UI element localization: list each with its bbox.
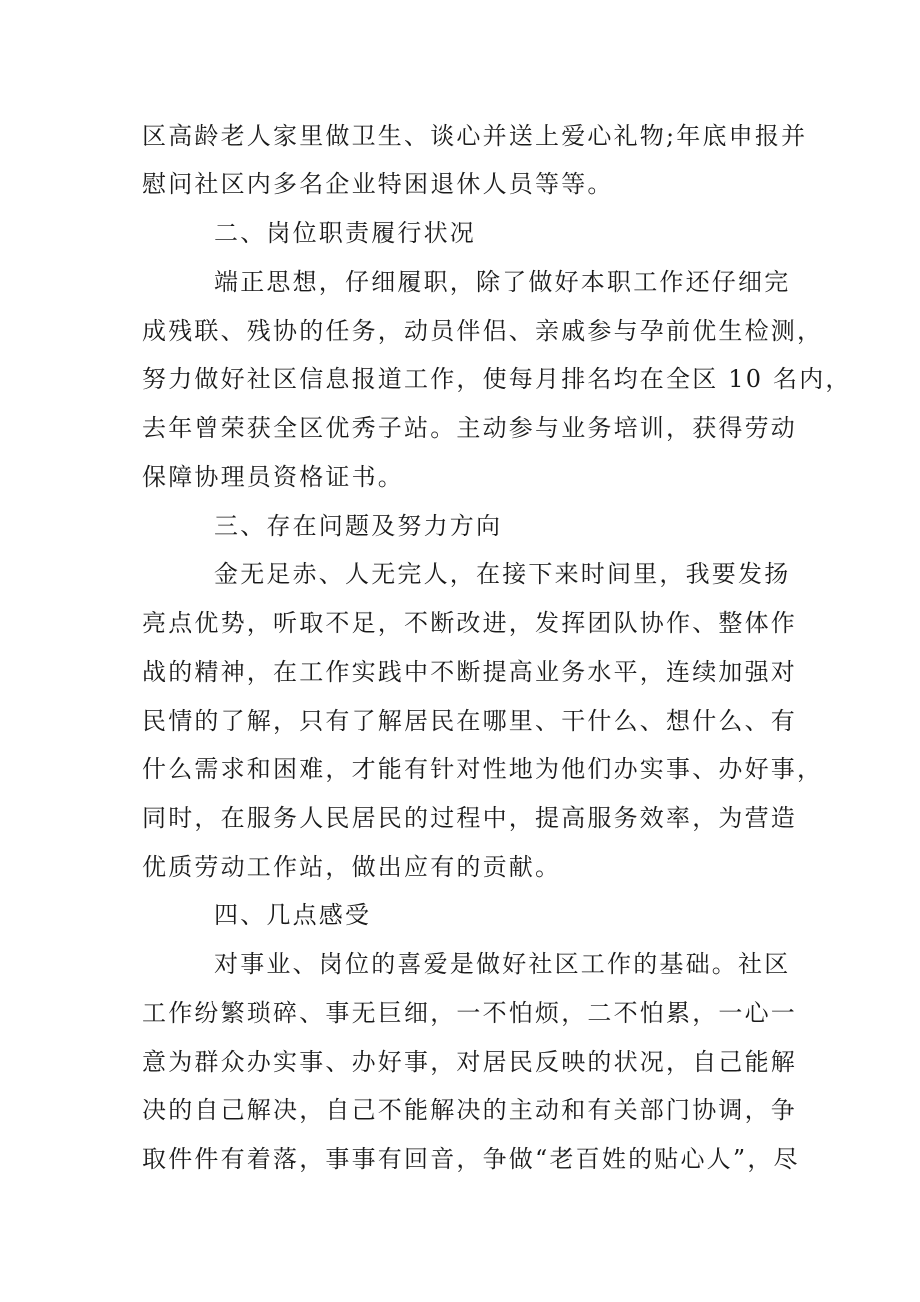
paragraph-line: 意为群众办实事、办好事，对居民反映的状况，自己能解: [142, 1048, 797, 1076]
paragraph-line: 民情的了解，只有了解居民在哪里、干什么、想什么、有: [142, 707, 797, 735]
paragraph-line: 亮点优势，听取不足，不断改进，发挥团队协作、整体作: [142, 609, 797, 637]
paragraph-line: 努力做好社区信息报道工作，使每月排名均在全区 10 名内，: [142, 365, 852, 393]
paragraph-line: 决的自己解决，自己不能解决的主动和有关部门协调，争: [142, 1096, 797, 1124]
paragraph-line: 成残联、残协的任务，动员伴侣、亲戚参与孕前优生检测，: [142, 317, 824, 345]
paragraph-line: 工作纷繁琐碎、事无巨细，一不怕烦，二不怕累，一心一: [142, 999, 797, 1027]
paragraph-line: 战的精神，在工作实践中不断提高业务水平，连续加强对: [142, 658, 797, 686]
section-heading: 二、岗位职责履行状况: [214, 219, 476, 247]
paragraph-line: 金无足赤、人无完人，在接下来时间里，我要发扬: [214, 560, 791, 588]
paragraph-line: 去年曾荣获全区优秀子站。主动参与业务培训，获得劳动: [142, 414, 797, 442]
paragraph-line: 慰问社区内多名企业特困退休人员等等。: [142, 170, 614, 198]
paragraph-line: 区高龄老人家里做卫生、谈心并送上爱心礼物;年底申报并: [142, 122, 808, 150]
section-heading: 三、存在问题及努力方向: [214, 512, 503, 540]
paragraph-line: 取件件有着落，事事有回音，争做“老百姓的贴心人”，尽: [142, 1145, 800, 1173]
paragraph-line: 同时，在服务人民居民的过程中，提高服务效率，为营造: [142, 804, 797, 832]
paragraph-line: 保障协理员资格证书。: [142, 463, 404, 491]
paragraph-line: 什么需求和困难，才能有针对性地为他们办实事、办好事，: [142, 755, 824, 783]
paragraph-line: 端正思想，仔细履职，除了做好本职工作还仔细完: [214, 268, 791, 296]
paragraph-line: 优质劳动工作站，做出应有的贡献。: [142, 853, 562, 881]
section-heading: 四、几点感受: [214, 901, 372, 929]
paragraph-line: 对事业、岗位的喜爱是做好社区工作的基础。社区: [214, 950, 791, 978]
